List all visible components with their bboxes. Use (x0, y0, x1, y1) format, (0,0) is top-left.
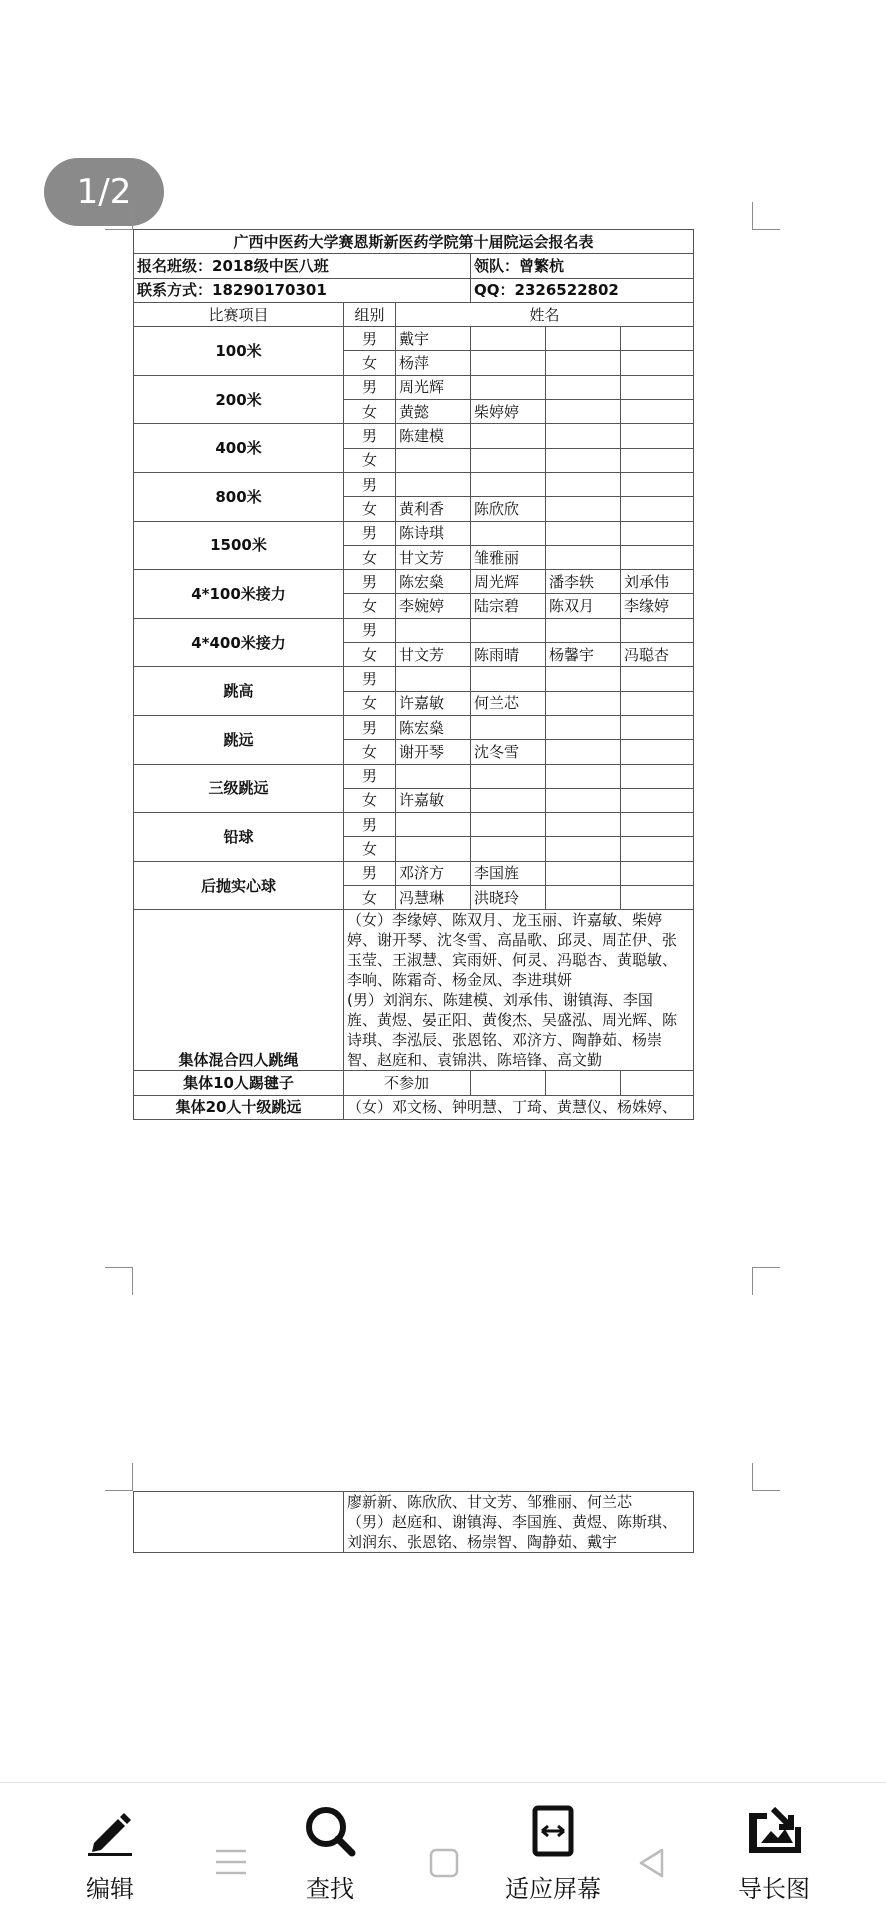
participant-name (546, 813, 621, 837)
crop-mark (752, 1267, 780, 1295)
header-event: 比赛项目 (134, 302, 344, 326)
group-male: 男 (344, 570, 396, 594)
table-row (134, 375, 694, 399)
rope-line: (男）刘润东、陈建模、刘承伟、谢镇海、李国 (347, 991, 653, 1010)
participant-name: 甘文芳 (396, 545, 471, 569)
pencil-icon (84, 1805, 136, 1857)
group-female: 女 (344, 740, 396, 764)
edit-button[interactable] (40, 1805, 180, 1904)
participant-name: 沈冬雪 (471, 740, 546, 764)
event-name: 三级跳远 (134, 764, 344, 813)
participant-name (546, 788, 621, 812)
participant-name: 黄懿 (396, 400, 471, 424)
participant-name: 陈宏燊 (396, 570, 471, 594)
event-name: 4*400米接力 (134, 618, 344, 667)
participant-name (471, 667, 546, 691)
participant-name (546, 327, 621, 351)
participant-name (546, 715, 621, 739)
crop-mark (105, 202, 133, 230)
fit-screen-button[interactable] (483, 1805, 623, 1904)
bottom-toolbar (0, 1782, 886, 1920)
event-name: 铅球 (134, 813, 344, 862)
participant-name: 李缘婷 (621, 594, 694, 618)
find-label: 查找 (306, 1875, 354, 1903)
long-rope-names: （女）邓文杨、钟明慧、丁琦、黄慧仪、杨姝婷、 (344, 1095, 694, 1119)
participant-name (471, 351, 546, 375)
event-name: 后抛实心球 (134, 861, 344, 910)
empty-cell (546, 1071, 621, 1095)
event-name: 800米 (134, 472, 344, 521)
participant-name (621, 327, 694, 351)
participant-name (471, 327, 546, 351)
participant-name (471, 715, 546, 739)
participant-name (396, 764, 471, 788)
crop-mark (105, 1463, 133, 1491)
event-name: 400米 (134, 424, 344, 473)
participant-name: 冯聪杏 (621, 643, 694, 667)
table-row (134, 570, 694, 594)
participant-name: 陈诗琪 (396, 521, 471, 545)
table-row (134, 327, 694, 351)
group-female: 女 (344, 497, 396, 521)
participant-name: 李国旌 (471, 861, 546, 885)
class-info: 报名班级：2018级中医八班 (134, 254, 471, 278)
participant-name: 黄利香 (396, 497, 471, 521)
participant-name (471, 813, 546, 837)
rope-line: 旌、黄煜、晏正阳、黄俊杰、吴盛泓、周光辉、陈 (347, 1011, 678, 1030)
event-name: 200米 (134, 375, 344, 424)
group-male: 男 (344, 375, 396, 399)
participant-name: 陈雨晴 (471, 643, 546, 667)
rope-line: 廖新新、陈欣欣、甘文芳、邹雅丽、何兰芯 (347, 1493, 633, 1511)
participant-name (546, 521, 621, 545)
participant-name (621, 837, 694, 861)
participant-name (621, 691, 694, 715)
rope-line: 刘润东、张恩铭、杨崇智、陶静茹、戴宇 (347, 1533, 618, 1551)
rope-line: （女）李缘婷、陈双月、龙玉丽、许嘉敏、柴婷 (347, 911, 663, 930)
participant-name (546, 351, 621, 375)
page-indicator: 1/2 (44, 158, 164, 226)
participant-name (546, 497, 621, 521)
participant-name (546, 400, 621, 424)
participant-name (396, 448, 471, 472)
participant-name (546, 545, 621, 569)
long-rope-names-continued (344, 1492, 694, 1553)
participant-name: 甘文芳 (396, 643, 471, 667)
participant-name (471, 837, 546, 861)
participant-name (546, 886, 621, 910)
participant-name (546, 448, 621, 472)
participant-name: 陈双月 (546, 594, 621, 618)
participant-name (546, 424, 621, 448)
group-female: 女 (344, 545, 396, 569)
participant-name: 洪晓玲 (471, 886, 546, 910)
participant-name (471, 424, 546, 448)
group-male: 男 (344, 618, 396, 642)
participant-name (621, 400, 694, 424)
participant-name (621, 764, 694, 788)
group-male: 男 (344, 861, 396, 885)
participant-name (621, 497, 694, 521)
event-name: 1500米 (134, 521, 344, 570)
participant-name (546, 764, 621, 788)
participant-name (621, 448, 694, 472)
group-male: 男 (344, 472, 396, 496)
participant-name (546, 861, 621, 885)
edit-label: 编辑 (86, 1875, 134, 1903)
participant-name (471, 618, 546, 642)
group-female: 女 (344, 837, 396, 861)
rope-line: 玉莹、王淑慧、宾雨妍、何灵、冯聪杏、黄聪敏、 (347, 951, 678, 970)
back-icon[interactable] (636, 1847, 666, 1883)
group-female: 女 (344, 691, 396, 715)
participant-name (621, 886, 694, 910)
participant-name: 陈宏燊 (396, 715, 471, 739)
page-title: 广西中医药大学赛恩斯新医药学院第十届院运会报名表 (134, 230, 694, 254)
rope-line: 婷、谢开琴、沈冬雪、高晶歌、邱灵、周芷伊、张 (347, 931, 678, 950)
participant-name (621, 813, 694, 837)
crop-mark (752, 1463, 780, 1491)
participant-name (471, 448, 546, 472)
search-icon (304, 1805, 356, 1857)
contact-info: 联系方式：18290170301 (134, 278, 471, 302)
group-female: 女 (344, 351, 396, 375)
participant-name (546, 472, 621, 496)
table-row (134, 764, 694, 788)
participant-name: 李婉婷 (396, 594, 471, 618)
group-female: 女 (344, 788, 396, 812)
registration-sheet (133, 229, 693, 1120)
export-long-image-button[interactable] (704, 1805, 844, 1904)
rope-line: 李响、陈霜奇、杨金凤、李进琪妍 (347, 971, 573, 990)
group-female: 女 (344, 448, 396, 472)
participant-name (621, 618, 694, 642)
group-female: 女 (344, 886, 396, 910)
participant-name: 戴宇 (396, 327, 471, 351)
participant-name: 周光辉 (396, 375, 471, 399)
participant-name (546, 375, 621, 399)
group-male: 男 (344, 667, 396, 691)
participant-name (396, 667, 471, 691)
participant-name (621, 472, 694, 496)
table-row (134, 424, 694, 448)
participant-name (396, 813, 471, 837)
table-row (134, 472, 694, 496)
group-female: 女 (344, 400, 396, 424)
participant-name: 何兰芯 (471, 691, 546, 715)
participant-name: 许嘉敏 (396, 691, 471, 715)
participant-name (396, 472, 471, 496)
group-female: 女 (344, 643, 396, 667)
participant-name: 杨馨宇 (546, 643, 621, 667)
empty-cell (134, 1492, 344, 1553)
event-name: 跳高 (134, 667, 344, 716)
participant-name: 柴婷婷 (471, 400, 546, 424)
rope-line: 智、赵庭和、袁锦洪、陈培锋、高文勤 (347, 1051, 603, 1070)
table-row (134, 861, 694, 885)
participant-name (546, 837, 621, 861)
rope-line: （男）赵庭和、谢镇海、李国旌、黄煜、陈斯琪、 (347, 1513, 678, 1531)
event-long-rope: 集体20人十级跳远 (134, 1095, 344, 1119)
participant-name: 周光辉 (471, 570, 546, 594)
empty-cell (621, 1071, 694, 1095)
export-long-image-label: 导长图 (738, 1875, 810, 1903)
participant-name: 陆宗碧 (471, 594, 546, 618)
participant-name (546, 667, 621, 691)
event-name: 4*100米接力 (134, 570, 344, 619)
participant-name (621, 351, 694, 375)
participant-name (621, 375, 694, 399)
find-button[interactable] (260, 1805, 400, 1904)
fit-screen-icon (527, 1805, 579, 1857)
registration-table-continued (133, 1491, 694, 1553)
participant-name (621, 861, 694, 885)
home-icon[interactable] (428, 1847, 460, 1883)
participant-name (546, 740, 621, 764)
participant-name: 陈欣欣 (471, 497, 546, 521)
group-male: 男 (344, 715, 396, 739)
participant-name (471, 375, 546, 399)
fit-screen-label: 适应屏幕 (505, 1875, 601, 1903)
participant-name: 潘李轶 (546, 570, 621, 594)
participant-name (546, 618, 621, 642)
participant-name (621, 667, 694, 691)
table-row (134, 521, 694, 545)
participant-name: 冯慧琳 (396, 886, 471, 910)
participant-name: 杨萍 (396, 351, 471, 375)
shuttlecock-status: 不参加 (344, 1071, 471, 1095)
participant-name: 邓济方 (396, 861, 471, 885)
qq-info: QQ：2326522802 (471, 278, 694, 302)
table-row (134, 618, 694, 642)
event-group-rope: 集体混合四人跳绳 (134, 910, 344, 1071)
rope-line: 诗琪、李泓辰、张恩铭、邓济方、陶静茹、杨崇 (347, 1031, 663, 1050)
group-male: 男 (344, 424, 396, 448)
registration-table (133, 229, 694, 1120)
team-leader: 领队：曾繁杭 (471, 254, 694, 278)
group-male: 男 (344, 327, 396, 351)
header-names: 姓名 (396, 302, 694, 326)
crop-mark (105, 1267, 133, 1295)
menu-icon[interactable] (214, 1847, 248, 1881)
participant-name (471, 764, 546, 788)
group-rope-names (344, 910, 694, 1071)
event-name: 100米 (134, 327, 344, 376)
participant-name (471, 788, 546, 812)
participant-name: 许嘉敏 (396, 788, 471, 812)
participant-name (396, 837, 471, 861)
participant-name (621, 545, 694, 569)
group-female: 女 (344, 594, 396, 618)
header-group: 组别 (344, 302, 396, 326)
participant-name (546, 691, 621, 715)
empty-cell (471, 1071, 546, 1095)
participant-name (621, 715, 694, 739)
event-shuttlecock: 集体10人踢毽子 (134, 1071, 344, 1095)
participant-name: 谢开琴 (396, 740, 471, 764)
participant-name (621, 788, 694, 812)
group-male: 男 (344, 521, 396, 545)
participant-name (471, 521, 546, 545)
group-male: 男 (344, 764, 396, 788)
participant-name (621, 740, 694, 764)
event-name: 跳远 (134, 715, 344, 764)
participant-name (621, 424, 694, 448)
export-image-icon (743, 1805, 805, 1857)
registration-sheet-page2 (133, 1491, 693, 1553)
table-row (134, 715, 694, 739)
table-row (134, 813, 694, 837)
participant-name (471, 472, 546, 496)
participant-name (396, 618, 471, 642)
participant-name: 陈建模 (396, 424, 471, 448)
participant-name: 雏雅丽 (471, 545, 546, 569)
participant-name (621, 521, 694, 545)
crop-mark (752, 202, 780, 230)
table-row (134, 667, 694, 691)
group-male: 男 (344, 813, 396, 837)
participant-name: 刘承伟 (621, 570, 694, 594)
